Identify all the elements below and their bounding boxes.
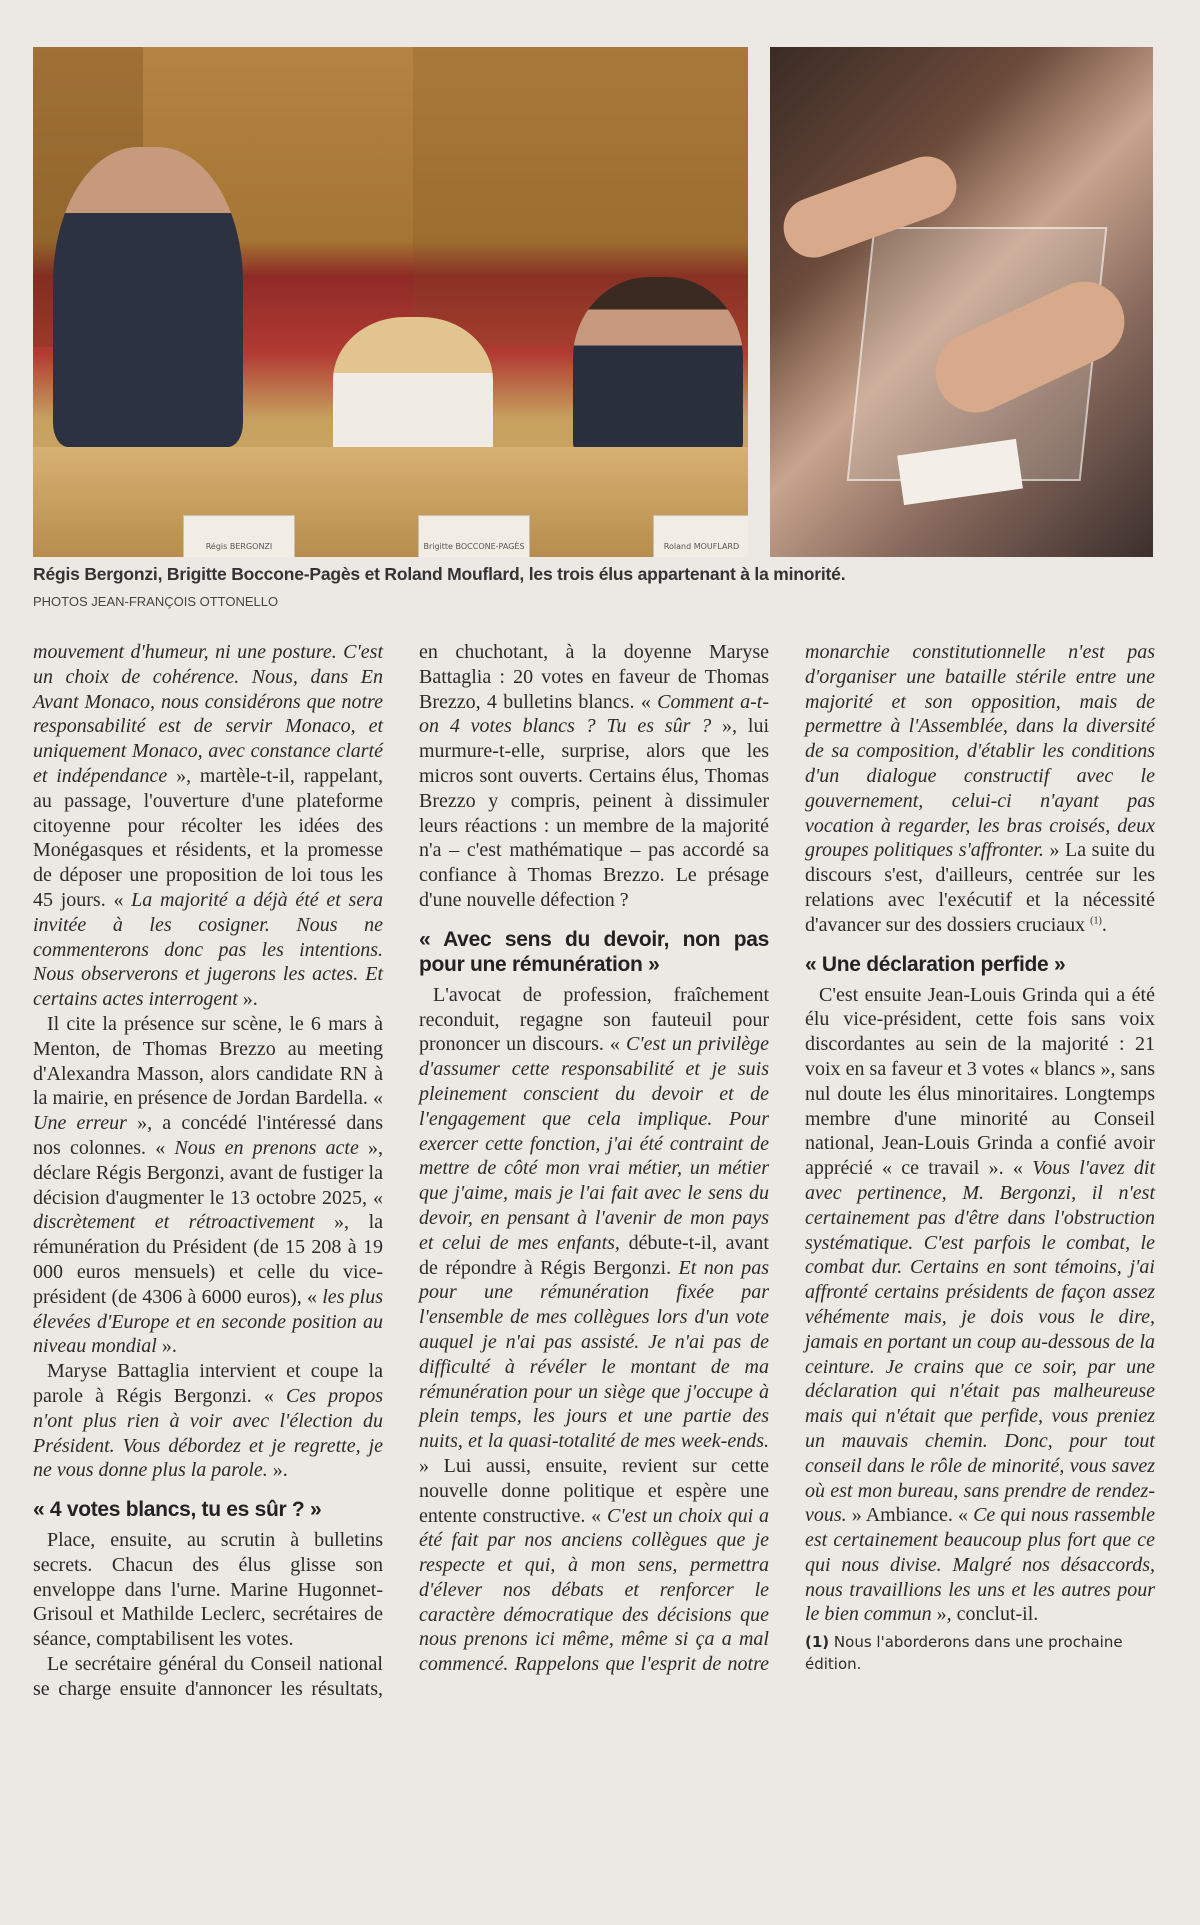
quote-text: Ces propos n'ont plus rien à voir avec l'élection du Président. Vous débordez et je regrette, je ne vous donne plus la parole. — [33, 1384, 383, 1482]
body-text: C'est ensuite Jean-Louis Grinda qui a été élu vice-président, cette fois sans voix discordantes au sein de la majorité : 21 voix en sa faveur et 3 votes « blancs », sans nul doute les élus minoritaires. Longtemps membre d'une minorité au Conseil national, Jean-Louis Grinda a confié avoir apprécié « ce travail ». « — [805, 983, 1155, 1180]
desk — [33, 447, 748, 557]
body-text: » La suite du discours s'est, d'ailleurs, centrée sur les relations avec l'exécutif et la nécessité d'avancer sur des dossiers cruciaux — [805, 839, 1155, 936]
body-text: . — [1101, 913, 1107, 936]
nameplate: Brigitte BOCCONE-PAGÈS — [418, 515, 530, 557]
section-heading: « Avec sens du devoir, non pas pour une rémunération » — [419, 927, 769, 976]
photo-credit: PHOTOS JEAN-FRANÇOIS OTTONELLO — [33, 594, 279, 609]
footnote — [805, 1631, 1155, 1675]
quote-text: discrètement et rétroactivement — [33, 1211, 315, 1234]
section-heading: « Une déclaration perfide » — [805, 952, 1066, 976]
body-text: », la rémunération du Président (de 15 208 à 19 000 euros mensuels) et celle du vice-président (de 4306 à 6000 euros), « — [33, 1211, 383, 1308]
body-text: Il cite la présence sur scène, le 6 mars à Menton, de Thomas Brezzo au meeting d'Alexandra Masson, alors candidate RN à la mairie, en présence de Jordan Bardella. « — [33, 1012, 383, 1110]
footnote-marker: (1) — [1090, 915, 1102, 927]
footnote-text: Nous l'aborderons dans une prochaine édition. — [805, 1633, 1123, 1674]
quote-text: La majorité a déjà été et sera invitée à les cosigner. Nous ne commenterons donc pas les intentions. Nous observerons et jugerons les actes. Et certains actes interrogent — [33, 888, 383, 1011]
quote-text: C'est un privilège d'assumer cette responsabilité et je suis pleinement conscient du devoir et de l'engagement que cela implique. Pour exercer cette fonction, j'ai été contraint de mettre de côté mon vrai métier, un métier que j'aime, mais je l'ai fait avec le sens du devoir, en pensant à l'avenir de mon pays et celui de mes enfants, — [419, 1033, 770, 1254]
body-text: ». — [237, 988, 258, 1011]
body-text: », conclut-il. — [931, 1603, 1039, 1626]
section-heading: « 4 votes blancs, tu es sûr ? » — [33, 1498, 322, 1522]
quote-text: les plus élevées d'Europe et en seconde position au niveau mondial — [33, 1285, 383, 1358]
quote-text: mouvement d'humeur, ni une posture. C'est un choix de cohérence. Nous, dans En Avant Monaco, nous considérons que notre responsabilité est de servir Monaco, et uniquement Monaco, avec constance clarté et indépendance — [33, 641, 383, 787]
article-paragraph — [33, 1012, 383, 1359]
quote-text: Nous en prenons acte — [174, 1136, 359, 1159]
body-text: » Ambiance. « — [846, 1504, 974, 1527]
quote-text: Comment a-t-on 4 votes blancs ? Tu es sûr ? — [419, 690, 769, 738]
person-seated — [573, 277, 743, 457]
article-body — [33, 640, 1155, 1702]
photo-caption: Régis Bergonzi, Brigitte Boccone-Pagès et Roland Mouflard, les trois élus appartenant à la minorité. — [33, 564, 846, 584]
body-text: ». — [267, 1459, 288, 1482]
body-text: ». — [156, 1335, 177, 1358]
body-text: Le secrétaire général du Conseil national se charge ensuite d'annoncer les résultats, en chuchotant, à la doyenne Maryse Battaglia : 20 votes en faveur de Thomas Brezzo, 4 bulletins blancs. « — [33, 641, 769, 1700]
article-paragraph — [805, 983, 1155, 1628]
article-paragraph — [33, 640, 383, 1012]
photo-ballot-box — [770, 47, 1153, 557]
body-text: L'avocat de profession, fraîchement reconduit, regagne son fauteuil pour prononcer un discours. « — [419, 983, 769, 1056]
footnote-number: (1) — [805, 1633, 830, 1652]
article-paragraph — [33, 1359, 383, 1483]
quote-text: Ce qui nous rassemble est certainement beaucoup plus fort que ce qui nous divise. Malgré nos désaccords, nous travaillions les uns et les autres pour le bien commun — [805, 1504, 1155, 1626]
quote-text: Vous l'avez dit avec pertinence, M. Bergonzi, il n'est certainement pas d'être dans l'obstruction systématique. C'est parfois le combat, le combat dur. Certains en sont témoins, j'ai affronté certains présidents de façon assez véhémente mais, je dois vous le dire, jamais en portant un coup au-dessous de la ceinture. Je crains que ce soir, par une déclaration qui n'était pas malheureuse mais qui n'était que perfide, vous preniez un mauvais chemin. Donc, pour tout conseil dans le rôle de minorité, vous savez où est mon bureau, sans prendre de rendez-vous. — [805, 1157, 1155, 1527]
article-paragraph — [33, 1528, 383, 1652]
person-speaker — [53, 147, 243, 447]
quote-text: C'est un choix qui a été fait par nos anciens collègues que je respecte et qui, à mon sens, permettra d'élever nos débats et renforcer le caractère démocratique des décisions que nous prenons ici même, même si ça a mal commencé. Rappelons que l'esprit de notre monarchie constitutionnelle n'est pas d'organiser une bataille stérile entre une majorité et son opposition, mais de permettre à l'Assemblée, dans la diversité de sa composition, d'établir les conditions d'un dialogue constructif avec le gouvernement, celui-ci n'ayant pas vocation à regarder, les bras croisés, deux groupes politiques s'affronter. — [419, 641, 1155, 1676]
nameplate: Roland MOUFLARD — [653, 515, 748, 557]
person-seated — [333, 317, 493, 457]
quote-text: Une erreur — [33, 1112, 127, 1135]
body-text: débute-t-il, avant de répondre à Régis Bergonzi. — [419, 1231, 769, 1279]
body-text: », martèle-t-il, rappelant, au passage, l'ouverture d'une plateforme citoyenne pour récolter les idées des Monégasques et résidents, et la promesse de déposer une proposition de loi tous les 45 jours. « — [33, 764, 384, 911]
nameplate: Régis BERGONZI — [183, 515, 295, 557]
quote-text: Et non pas pour une rémunération fixée par l'ensemble de mes collègues lors d'un vote auquel je n'ai pas assisté. Je n'ai pas de difficulté à révéler le montant de ma rémunération pour un siège que j'occupe à plein temps, les jours et une partie des nuits, et la quasi-totalité de mes week-ends. — [419, 1256, 769, 1453]
photo-council-session — [33, 47, 748, 557]
body-text: Place, ensuite, au scrutin à bulletins secrets. Chacun des élus glisse son enveloppe dans l'urne. Marine Hugonnet-Grisoul et Mathilde Leclerc, secrétaires de séance, comptabilisent les votes. — [33, 1529, 383, 1651]
body-text: », déclare Régis Bergonzi, avant de fustiger la décision d'augmenter le 13 octobre 2025, « — [33, 1136, 383, 1209]
body-text: » Lui aussi, ensuite, revient sur cette nouvelle donne politique et espère une entente constructive. « — [419, 1454, 769, 1527]
body-text: Maryse Battaglia intervient et coupe la parole à Régis Bergonzi. « — [33, 1360, 383, 1407]
body-text: », lui murmure-t-elle, surprise, alors que les micros sont ouverts. Certains élus, Thomas Brezzo y compris, peinent à dissimuler leurs réactions : un membre de la majorité n'a – c'est mathématique – pas accordé sa confiance à Thomas Brezzo. Le présage d'une nouvelle défection ? — [419, 715, 769, 911]
body-text: », a concédé l'intéressé dans nos colonnes. « — [33, 1112, 383, 1159]
